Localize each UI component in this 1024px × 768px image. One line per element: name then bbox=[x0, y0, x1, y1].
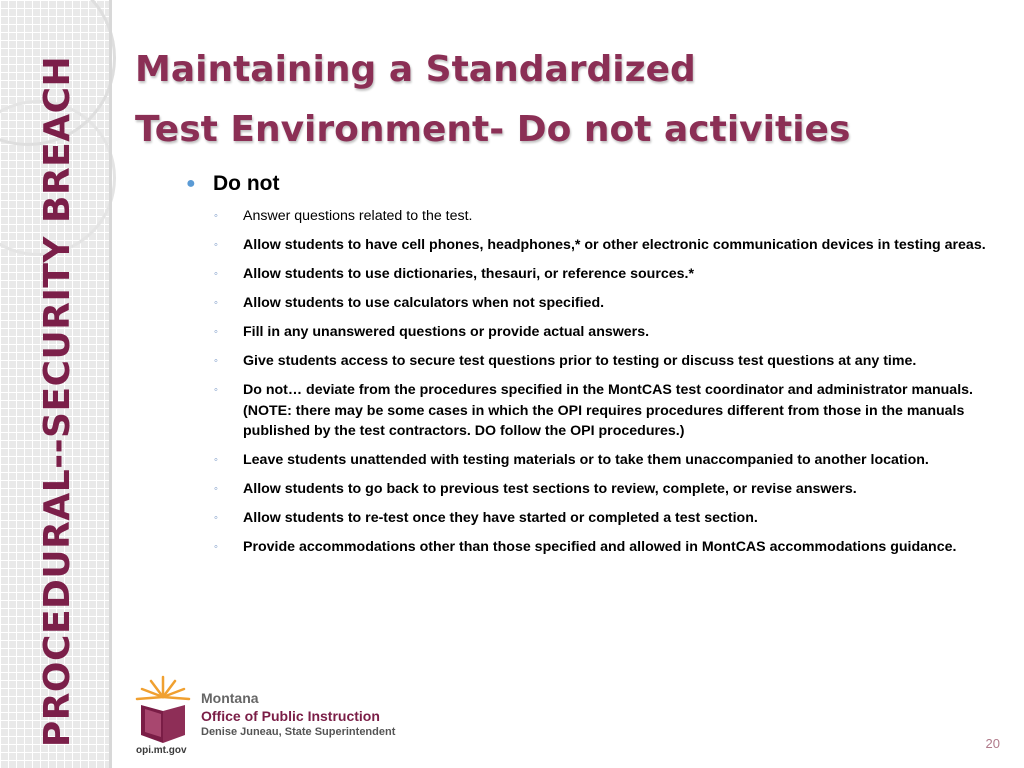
circle-bullet-icon: ◦ bbox=[214, 384, 218, 396]
section-side-label bbox=[33, 56, 83, 746]
circle-bullet-icon: ◦ bbox=[214, 239, 218, 251]
slide-number: 20 bbox=[985, 736, 1000, 751]
bullet-dot-icon: ● bbox=[186, 175, 196, 192]
list-item: ◦ Give students access to secure test questions prior to testing or discuss test questions at any time. bbox=[186, 351, 996, 372]
list-item: ◦ Allow students to use dictionaries, thesauri, or reference sources.* bbox=[186, 264, 996, 285]
circle-bullet-icon: ◦ bbox=[214, 483, 218, 495]
slide-content bbox=[186, 172, 996, 566]
bullet-heading bbox=[186, 172, 996, 196]
circle-bullet-icon: ◦ bbox=[214, 454, 218, 466]
logo-office: Office of Public Instruction bbox=[201, 708, 380, 724]
circle-bullet-icon: ◦ bbox=[214, 268, 218, 280]
circle-bullet-icon: ◦ bbox=[214, 512, 218, 524]
book-sun-logo-icon bbox=[133, 675, 195, 745]
opi-logo bbox=[133, 675, 403, 767]
logo-website: opi.mt.gov bbox=[136, 745, 187, 756]
circle-bullet-icon: ◦ bbox=[214, 326, 218, 338]
list-item: ◦ Allow students to use calculators when not specified. bbox=[186, 293, 996, 314]
bullet-heading-text: Do not bbox=[213, 172, 280, 195]
circle-bullet-icon: ◦ bbox=[214, 541, 218, 553]
list-item: ◦ Fill in any unanswered questions or provide actual answers. bbox=[186, 322, 996, 343]
list-item: ◦ Provide accommodations other than those specified and allowed in MontCAS accommodations guidance. bbox=[186, 537, 996, 558]
list-item: ◦ Allow students to have cell phones, headphones,* or other electronic communication devices in testing areas. bbox=[186, 235, 996, 256]
list-item: ◦ Do not… deviate from the procedures specified in the MontCAS test coordinator and administrator manuals. (NOTE: there may be some cases in which the OPI requires procedures different from those in the manuals published by the test contractors. DO follow the OPI procedures.) bbox=[214, 382, 973, 439]
logo-state: Montana bbox=[201, 690, 259, 706]
title-line-1: Maintaining a Standardized bbox=[135, 49, 696, 90]
slide-title bbox=[135, 40, 995, 160]
circle-bullet-icon: ◦ bbox=[214, 210, 218, 222]
title-line-2: Test Environment- Do not activities bbox=[135, 109, 851, 150]
side-label-text: PROCEDURAL--SECURITY BREACH bbox=[37, 55, 79, 747]
list-item: ◦ Allow students to go back to previous test sections to review, complete, or revise answers. bbox=[186, 479, 996, 500]
do-not-list bbox=[186, 206, 996, 558]
circle-bullet-icon: ◦ bbox=[214, 355, 218, 367]
list-item: ◦ Answer questions related to the test. bbox=[186, 206, 996, 227]
logo-superintendent: Denise Juneau, State Superintendent bbox=[201, 726, 396, 738]
list-item: ◦ Leave students unattended with testing materials or to take them unaccompanied to another location. bbox=[186, 450, 996, 471]
circle-bullet-icon: ◦ bbox=[214, 297, 218, 309]
list-item: ◦ Allow students to re-test once they have started or completed a test section. bbox=[186, 508, 996, 529]
